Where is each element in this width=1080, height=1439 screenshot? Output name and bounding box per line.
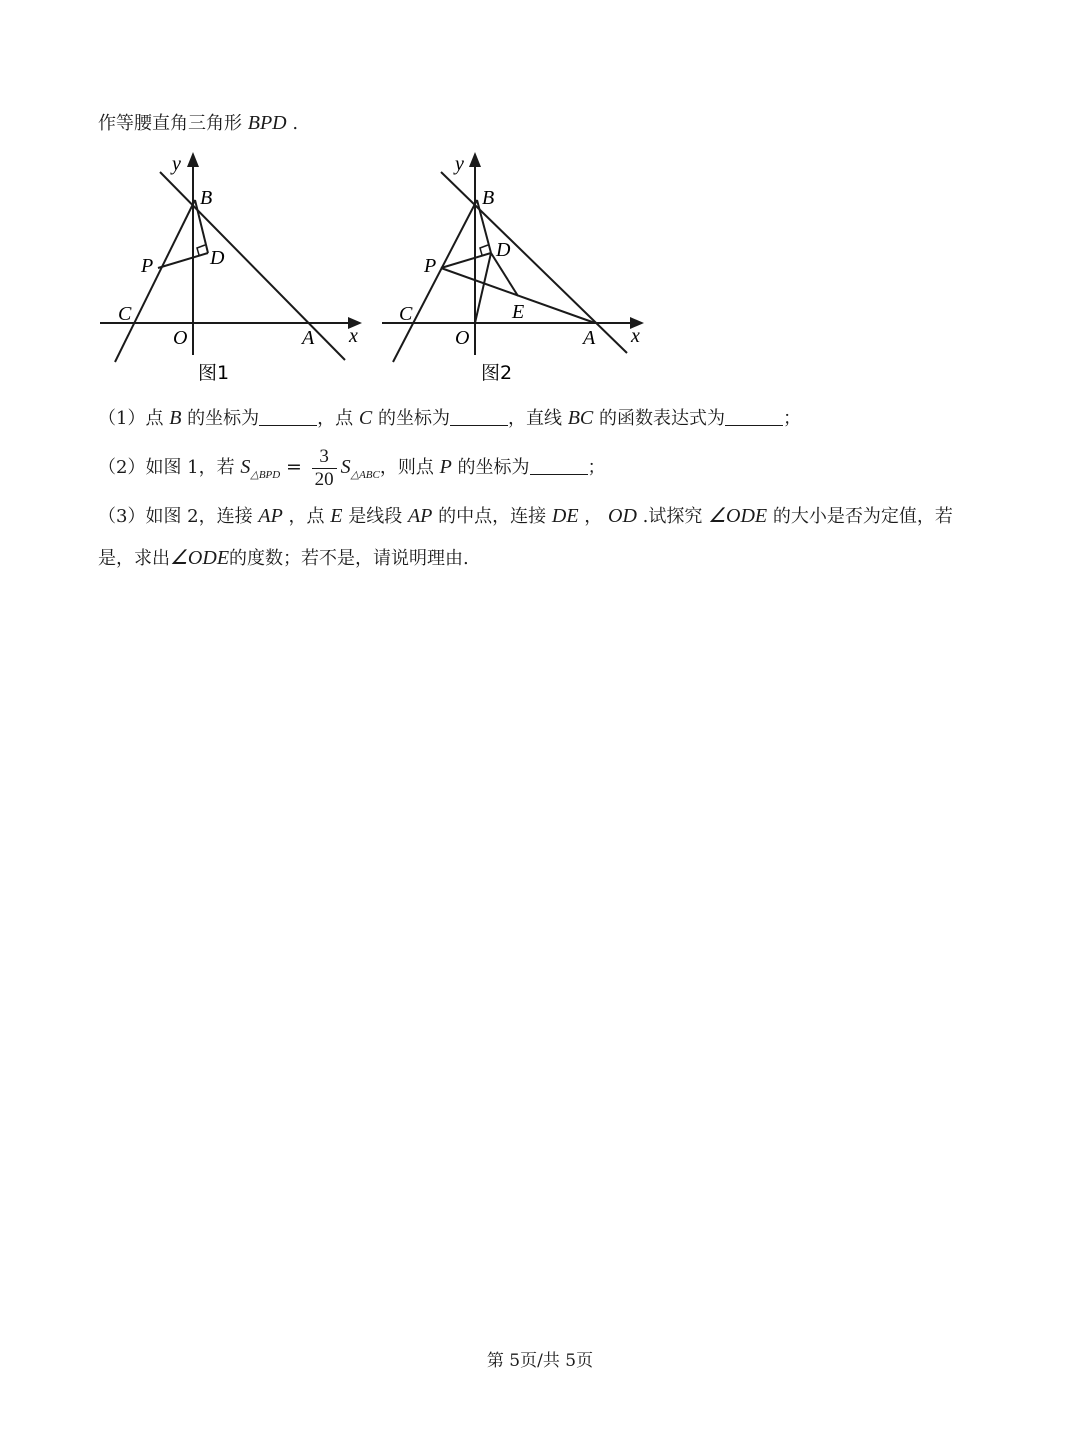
fig1-label-c: C [118, 303, 132, 325]
fig1-y-arrow [187, 152, 199, 167]
q2-text-2: ，则点 [379, 457, 434, 478]
q2-sub-bpd: △BPD [250, 469, 281, 481]
fig2-label-e: E [512, 301, 525, 323]
q3-angle-ode: ∠ODE [708, 505, 768, 527]
fig1-label-p: P [141, 255, 154, 277]
q3-text-4: 的中点，连接 [438, 506, 547, 527]
q3-text-7: 的大小是否为定值，若 [772, 506, 953, 527]
fig1-label-y: y [172, 153, 181, 175]
q1-text-2: 的坐标为 [187, 408, 260, 429]
q1-text-7: ； [782, 408, 801, 429]
fig2-label-c: C [399, 303, 413, 325]
fig1-label-b: B [200, 187, 213, 209]
fig1-label-o: O [173, 327, 188, 349]
q1-text-1: （1）点 [98, 408, 164, 429]
q1-text-4: 的坐标为 [377, 408, 450, 429]
q2-var-p: P [439, 456, 452, 478]
q2-fraction [312, 446, 337, 491]
question-3-line-2 [98, 545, 469, 572]
q3-text-2: ，点 [288, 506, 325, 527]
q3-text-9: 的度数；若不是，请说明理由. [229, 548, 469, 569]
q3-var-e: E [330, 505, 343, 527]
q1-var-b: B [169, 407, 182, 429]
fig1-line-ab [160, 172, 345, 360]
question-2 [98, 441, 606, 501]
intro-end: . [292, 113, 299, 134]
page-footer: 第 5页/共 5页 [486, 1351, 594, 1371]
q2-s-bpd: S [240, 456, 251, 478]
q2-blank-p[interactable] [530, 454, 588, 475]
q2-text-4: ； [587, 457, 606, 478]
fig1-label-d: D [210, 247, 225, 269]
fig2-label-o: O [455, 327, 470, 349]
q1-blank-bc[interactable] [725, 405, 783, 426]
figure-1 [92, 148, 382, 388]
q3-var-od: OD [608, 505, 637, 527]
q1-text-5: ，直线 [507, 408, 562, 429]
q3-text-1: （3）如图 2，连接 [98, 506, 253, 527]
fig1-caption: 图1 [198, 362, 230, 384]
q3-text-8: 是，求出 [98, 548, 170, 569]
q2-s-abc: S [340, 456, 351, 478]
q3-text-5: ， [584, 506, 603, 527]
intro-line [98, 110, 298, 137]
q1-text-6: 的函数表达式为 [598, 408, 725, 429]
fig2-line-ab [441, 172, 627, 353]
fig2-label-b: B [482, 187, 495, 209]
fig2-y-arrow [469, 152, 481, 167]
fig2-segment-od [475, 253, 491, 323]
q2-text-1: （2）如图 1，若 [98, 457, 235, 478]
q2-fraction-denominator: 20 [314, 468, 334, 490]
fig2-label-p: P [424, 255, 437, 277]
figure-2 [375, 148, 655, 388]
q1-text-3: ，点 [317, 408, 354, 429]
intro-text: 作等腰直角三角形 [98, 113, 242, 134]
q1-blank-b[interactable] [259, 405, 317, 426]
q3-angle-ode-2: ∠ODE [170, 547, 230, 569]
fig2-label-a: A [583, 327, 596, 349]
q2-fraction-numerator: 3 [312, 446, 337, 469]
q3-text-6: .试探究 [642, 506, 703, 527]
q2-sub-abc: △ABC [350, 469, 380, 481]
fig2-label-y: y [455, 153, 464, 175]
q3-var-de: DE [551, 505, 579, 527]
q1-var-bc: BC [567, 407, 594, 429]
fig1-label-x: x [349, 325, 358, 347]
fig2-caption: 图2 [481, 362, 513, 384]
q3-var-ap: AP [258, 505, 283, 527]
q3-var-ap-2: AP [407, 505, 433, 527]
q1-var-c: C [358, 407, 373, 429]
q1-blank-c[interactable] [450, 405, 508, 426]
fig1-label-a: A [302, 327, 315, 349]
q2-equals: = [285, 456, 302, 478]
q2-text-3: 的坐标为 [457, 457, 530, 478]
q3-text-3: 是线段 [348, 506, 403, 527]
fig2-label-d: D [496, 239, 511, 261]
intro-var: BPD [247, 112, 287, 134]
question-1 [98, 405, 801, 432]
question-3-line-1 [98, 503, 953, 530]
fig2-label-x: x [631, 325, 640, 347]
